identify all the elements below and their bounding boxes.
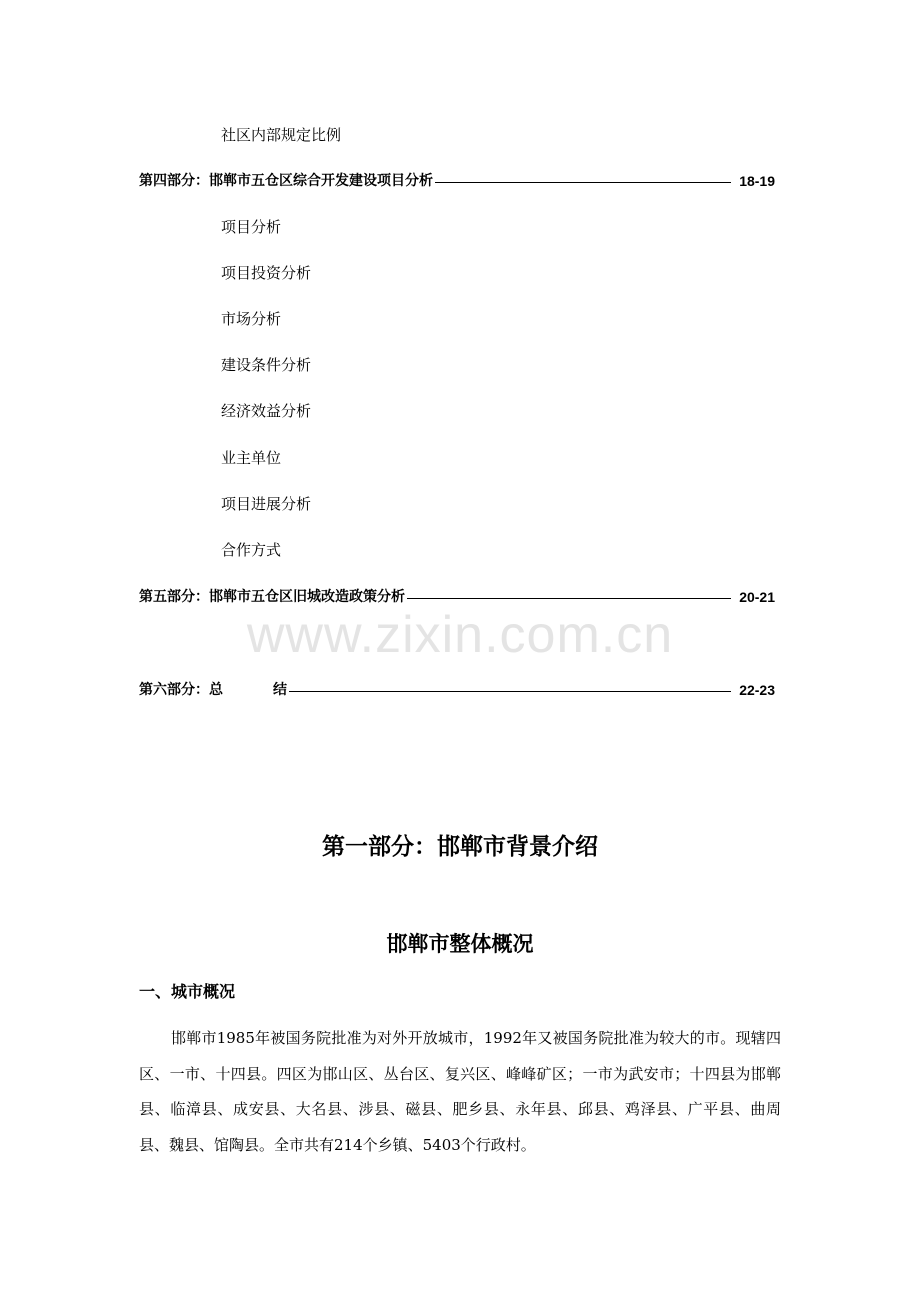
toc-entry-part5[interactable]: [139, 587, 775, 607]
toc-entry-part4[interactable]: [139, 171, 775, 191]
toc-page-range: 22-23: [739, 682, 775, 698]
toc-subitem: 经济效益分析: [221, 402, 312, 420]
toc-entry-label: 第五部分：邯郸市五仓区旧城改造政策分析: [139, 589, 405, 605]
toc-subitem: 项目进展分析: [221, 495, 312, 513]
toc-subitem: 合作方式: [221, 541, 282, 559]
toc-subitem: 社区内部规定比例: [221, 126, 342, 144]
body-paragraph: 邯郸市1985年被国务院批准为对外开放城市，1992年又被国务院批准为较大的市。现辖四区、一市、十四县。四区为邯山区、丛台区、复兴区、峰峰矿区；一市为武安市；十四县为邯郸县、临漳县、成安县、大名县、涉县、磁县、肥乡县、永年县、邱县、鸡泽县、广平县、曲周县、魏县、馆陶县。全市共有214个乡镇、5403个行政村。: [139, 1029, 781, 1154]
section-subtitle: 邯郸市整体概况: [386, 931, 534, 956]
toc-leader: [289, 691, 731, 692]
toc-entry-part6[interactable]: [139, 680, 775, 700]
toc-subitem: 项目分析: [221, 218, 282, 236]
section-heading: 一、城市概况: [139, 982, 236, 1001]
toc-entry-label: 第四部分：邯郸市五仓区综合开发建设项目分析: [139, 173, 433, 189]
toc-leader: [407, 598, 731, 599]
toc-subitem: 市场分析: [221, 310, 282, 328]
toc-subitem: 建设条件分析: [221, 356, 312, 374]
watermark: www.zixin.com.cn: [246, 606, 674, 664]
toc-page-range: 20-21: [739, 589, 775, 605]
toc-page-range: 18-19: [739, 173, 775, 189]
toc-entry-label-end: 结: [273, 682, 287, 698]
toc-leader: [435, 182, 731, 183]
toc-subitem: 项目投资分析: [221, 264, 312, 282]
toc-subitem: 业主单位: [221, 449, 282, 467]
section-title: 第一部分：邯郸市背景介绍: [322, 833, 598, 860]
toc-entry-label: 第六部分：总: [139, 682, 223, 698]
